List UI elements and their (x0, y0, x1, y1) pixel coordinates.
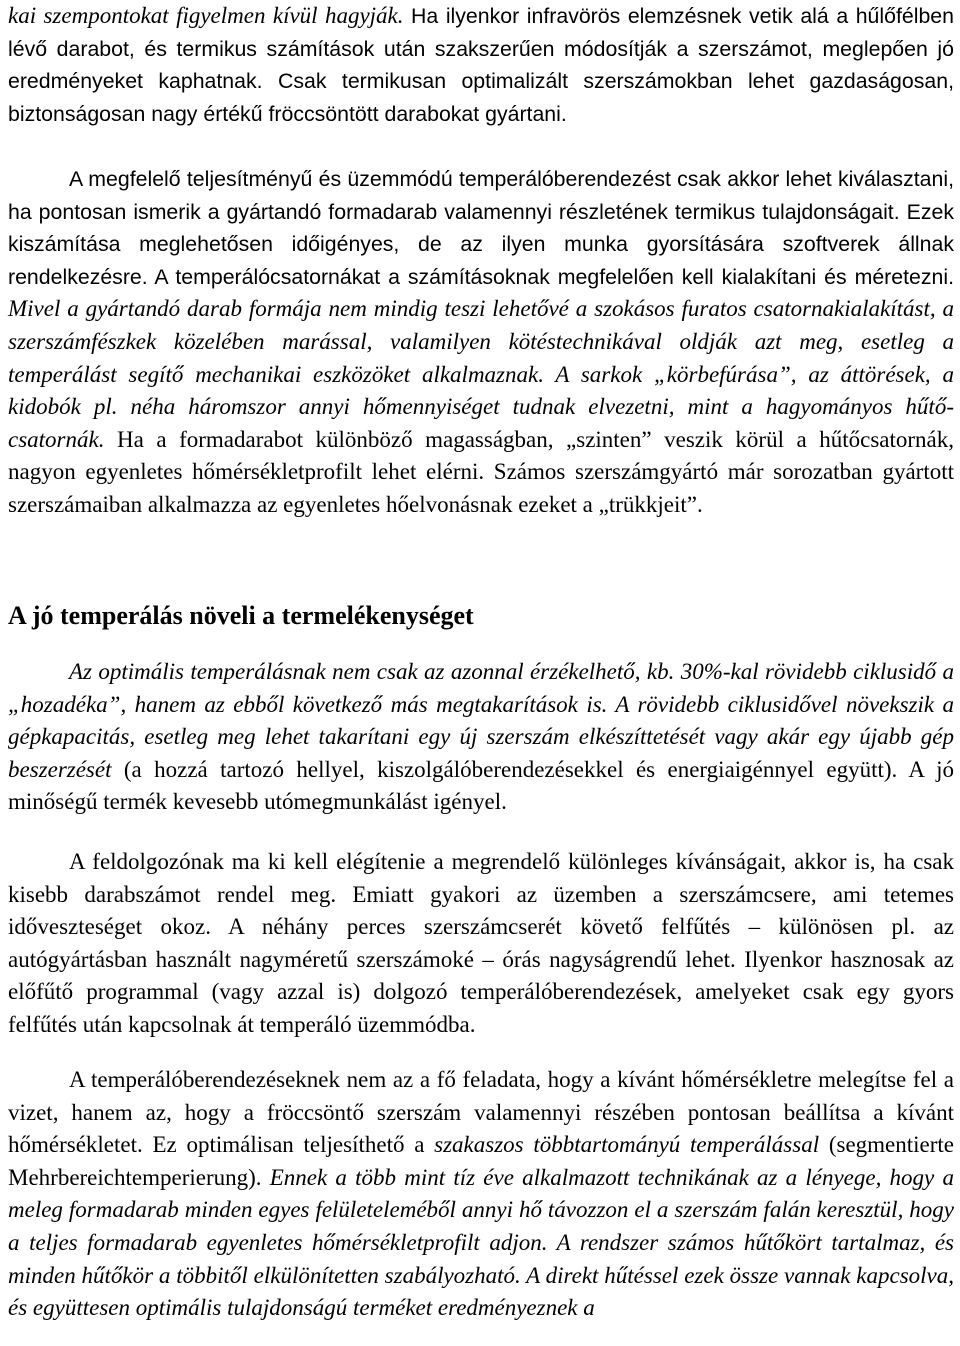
italic-text: Az optimális temperálásnak nem csak az azonnal érzékelhető, kb. 30%-kal rövidebb ciklusidő a „hozadéka”, hanem az ebből következő más megtakarítások is. A rövidebb ciklusidővel növekszik a gépkapacitás, esetleg meg lehet takarítani egy új szerszám elkészíttetését vagy akár egy újabb gép beszerzését (8, 659, 954, 782)
paragraph-optimalis (8, 656, 954, 819)
paragraph-intro (8, 0, 954, 130)
body-text: A feldolgozónak ma ki kell elégítenie a megrendelő különleges kívánságait, akkor is, ha csak kisebb darabszámot rendel meg. Emiatt gyakori az üzemben a szerszámcsere, ami tetemes időveszteséget okoz. A néhány perces szerszámcserét követő felfűtés – különösen pl. az autógyártásban használt nagyméretű szerszámoké – órás nagyságrendű lehet. Ilyenkor hasznosak az előfűtő programmal (vagy azzal is) dolgozó temperálóberendezések, amelyeket csak egy gyors felfűtés után kapcsolnak át temperáló üzemmódba. (8, 849, 954, 1037)
italic-text: kai szempontokat figyelmen kívül hagyják. (8, 3, 404, 28)
body-text: A megfelelő teljesítményű és üzemmódú temperálóberendezést csak akkor lehet kiválasztani, ha pontosan ismerik a gyártandó formadarab valamennyi részletének termikus tulajdonságait. Ezek kiszámítása meglehetősen időigényes, de az ilyen munka gyorsítására szoftverek állnak rendelkezésre. A temperálócsatornákat a számításoknak megfelelően kell kialakítani és méretezni. (8, 167, 954, 289)
paragraph-feldolgozo (8, 846, 954, 1042)
paragraph-temperalo (8, 163, 954, 522)
body-text: Ha a formadarabot különböző magasságban, „szinten” veszik körül a hűtőcsatornák, nagyon egyenletes hőmérsékletprofilt lehet elérni. Számos szerszámgyártó már sorozatban gyártott szerszámaiban alkalmazza az egyenletes hőelvonásnak ezeket a „trükkjeit”. (8, 426, 954, 517)
section-heading: A jó temperálás növeli a termelékenységet (8, 601, 474, 630)
body-text: (segmentierte Mehrbereichtemperierung). (8, 1132, 954, 1190)
italic-text: Mivel a gyártandó darab formája nem mindig teszi lehetővé a szokásos furatos csatornakialakítást, a szerszámfészkek közelében marással, valamilyen kötéstechnikával oldják azt meg, esetleg a temperálást segítő mechanikai eszközöket alkalmaznak. A sarkok „körbefúrása”, az áttörések, a kidobók pl. néha háromszor annyi hőmennyiséget tudnak elvezetni, mint a hagyományos hűtőcsatornák. (8, 296, 954, 452)
italic-text: szakaszos többtartományú temperálással (434, 1132, 820, 1158)
body-text: (a hozzá tartozó hellyel, kiszolgálóberendezésekkel és energiaigénnyel együtt). A jó minőségű termék kevesebb utómegmunkálást igényel. (8, 756, 954, 815)
paragraph-temperaloberendezes (8, 1064, 954, 1325)
body-text: Ha ilyenkor infravörös elemzésnek vetik alá a hűlőfélben lévő darabot, és termikus számítások után szakszerűen módosítják a szerszámot, meglepően jó eredményeket kaphatnak. Csak termikusan optimalizált szerszámokban lehet gazdaságosan, biztonságosan nagy értékű fröccsöntött darabokat gyártani. (8, 4, 954, 126)
body-text: A temperálóberendezéseknek nem az a fő feladata, hogy a kívánt hőmérsékletre melegítse fel a vizet, hanem az, hogy a fröccsöntő szerszám valamennyi részében pontosan beállítsa a kívánt hőmérsékletet. Ez optimálisan teljesíthető a (8, 1067, 954, 1158)
italic-text: Ennek a több mint tíz éve alkalmazott technikának az a lényege, hogy a meleg formadarab minden egyes felületeleméből annyi hő távozzon el a szerszám falán keresztül, hogy a teljes formadarab egyenletes hőmérsékletprofilt adjon. A rendszer számos hűtőkört tartalmaz, és minden hűtőkör a többitől elkülönítetten szabályozható. A direkt hűtéssel ezek össze vannak kapcsolva, és együttesen optimális tulajdonságú terméket eredményeznek a (8, 1164, 954, 1321)
